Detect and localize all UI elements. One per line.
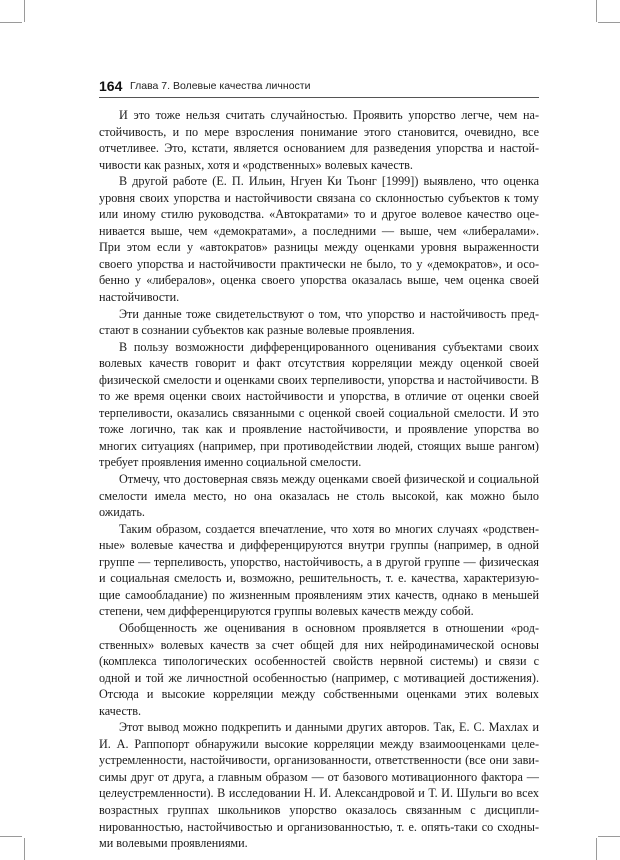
page-number: 164 xyxy=(99,78,123,94)
paragraph: В другой работе (Е. П. Ильин, Нгуен Ки Тьонг [1999]) выявлено, что оценка уровня своих упорства и настойчивости связана со склонностью субъектов к тому или иному стилю руководства. «Автократами» то и другое волевое качество оценивается выше, чем «демократами», а последними — выше, чем «либералами». При этом если у «автократов» разницы между оценками уровня выраженности своего упорства и настойчивости практически не было, то у «демократов», и особенно у «либералов», оценка своего упорства оказалась выше, чем оценка своей настойчивости. xyxy=(99,174,539,305)
body-text xyxy=(99,107,539,852)
paragraph: Эти данные тоже свидетельствуют о том, что упорство и настойчивость предстают в сознании субъектов как разные волевые проявления. xyxy=(99,306,539,338)
paragraph: Обобщенность же оценивания в основном проявляется в отношении «родственных» волевых качеств за счет общей для них нейродинамической основы (комплекса типологических особенностей свойств нервной системы) и связи с одной и той же личностной особенностью (например, с мотивацией достижения). Отсюда и высокие корреляции между собственными оценками этих волевых качеств. xyxy=(99,620,539,718)
running-header xyxy=(99,80,539,98)
crop-mark xyxy=(0,836,22,837)
crop-mark xyxy=(24,838,25,860)
paragraph: Этот вывод можно подкрепить и данными других авторов. Так, Е. С. Махлах и И. А. Раппопорт обнаружили высокие корреляции между взаимооценками целеустремленности, настойчивости, организованности, ответственности (все они зависимы друг от друга, а главным образом — от базового мотивационного фактора — целеустремленности). В исследовании Н. И. Александровой и Т. И. Шульги во всех возрастных группах школьников упорство оказалось связанным с дисциплинированностью, настойчивостью и организованностью, т. е. опять-таки со сходными волевыми проявлениями. xyxy=(99,720,539,851)
crop-mark xyxy=(598,22,620,23)
crop-mark xyxy=(24,0,25,22)
chapter-title: Глава 7. Волевые качества личности xyxy=(130,80,311,92)
crop-mark xyxy=(598,836,620,837)
crop-mark xyxy=(596,838,597,860)
paragraph: Таким образом, создается впечатление, что хотя во многих случаях «родственные» волевые качества и дифференцируются внутри группы (например, в одной группе — терпеливость, упорство, настойчивость, а в другой группе — физическая и социальная смелость и, возможно, решительность, т. е. качества, характеризующие самообладание) по жизненным проявлениям этих качеств, однако в меньшей степени, чем дифференцируются группы волевых качеств между собой. xyxy=(99,521,539,619)
paragraph: В пользу возможности дифференцированного оценивания субъектами своих волевых качеств говорит и факт отсутствия корреляции между оценкой своей физической смелости и оценками своих терпеливости, упорства и настойчивости. В то же время оценки своих настойчивости и упорства, в отличие от оценки своей терпеливости, оказались связанными с оценкой своей социальной смелости. И это тоже логично, так как и проявление настойчивости, и проявление упорства во многих ситуациях (например, при противодействии людей, стоящих выше рангом) требует проявления именно социальной смелости. xyxy=(99,339,539,470)
crop-mark xyxy=(596,0,597,22)
paragraph: И это тоже нельзя считать случайностью. Проявить упорство легче, чем настойчивость, и по мере взросления понимание этого становится, очевидно, все отчетливее. Это, кстати, является основанием для разведения упорства и настойчивости как разных, хотя и «родственных» волевых качеств. xyxy=(99,108,539,172)
paragraph: Отмечу, что достоверная связь между оценками своей физической и социальной смелости имела место, но она оказалась не столь высокой, как можно было ожидать. xyxy=(99,472,539,520)
crop-mark xyxy=(0,22,22,23)
